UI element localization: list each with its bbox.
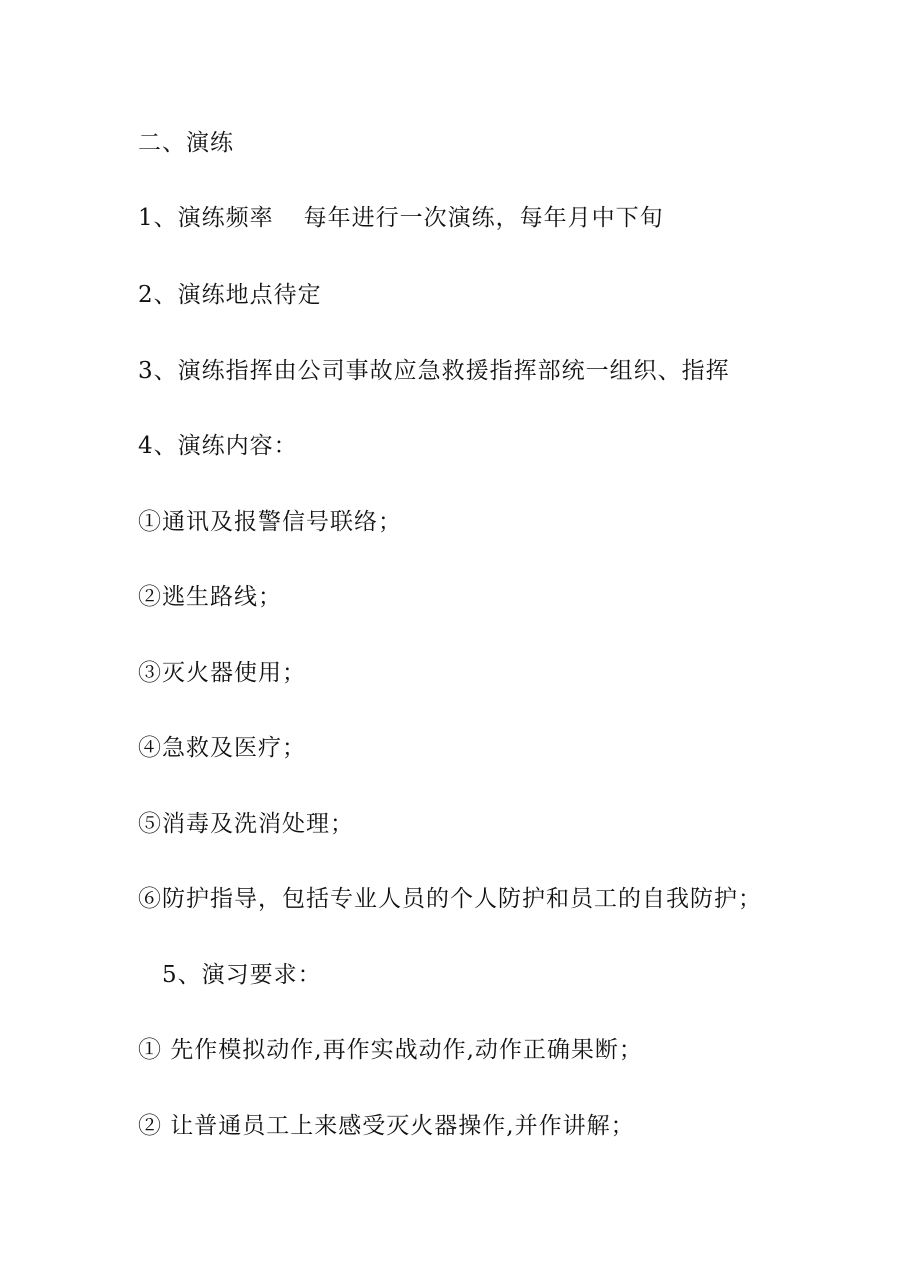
item-drill-command: 3、演练指挥由公司事故应急救援指挥部统一组织、指挥 — [138, 358, 730, 384]
content-item: ④急救及医疗； — [138, 735, 306, 761]
content-item: ⑤消毒及洗消处理； — [138, 811, 354, 837]
drill-frequency-label: 1、演练频率 — [138, 205, 274, 231]
item-drill-requirements-heading: 5、演习要求： — [162, 962, 322, 988]
requirement-item: ① 先作模拟动作,再作实战动作,动作正确果断； — [138, 1037, 643, 1063]
content-item: ③灭火器使用； — [138, 660, 306, 686]
requirement-item: ② 让普通员工上来感受灭火器操作,并作讲解； — [138, 1113, 635, 1139]
content-item: ⑥防护指导，包括专业人员的个人防护和员工的自我防护； — [138, 886, 762, 912]
drill-frequency-value: 每年进行一次演练，每年月中下旬 — [303, 205, 664, 231]
item-drill-contents-heading: 4、演练内容： — [138, 433, 298, 459]
item-drill-frequency — [138, 203, 664, 233]
section-heading: 二、演练 — [138, 130, 234, 156]
content-item: ①通讯及报警信号联络； — [138, 509, 402, 535]
item-drill-location: 2、演练地点待定 — [138, 282, 322, 308]
content-item: ②逃生路线； — [138, 584, 282, 610]
